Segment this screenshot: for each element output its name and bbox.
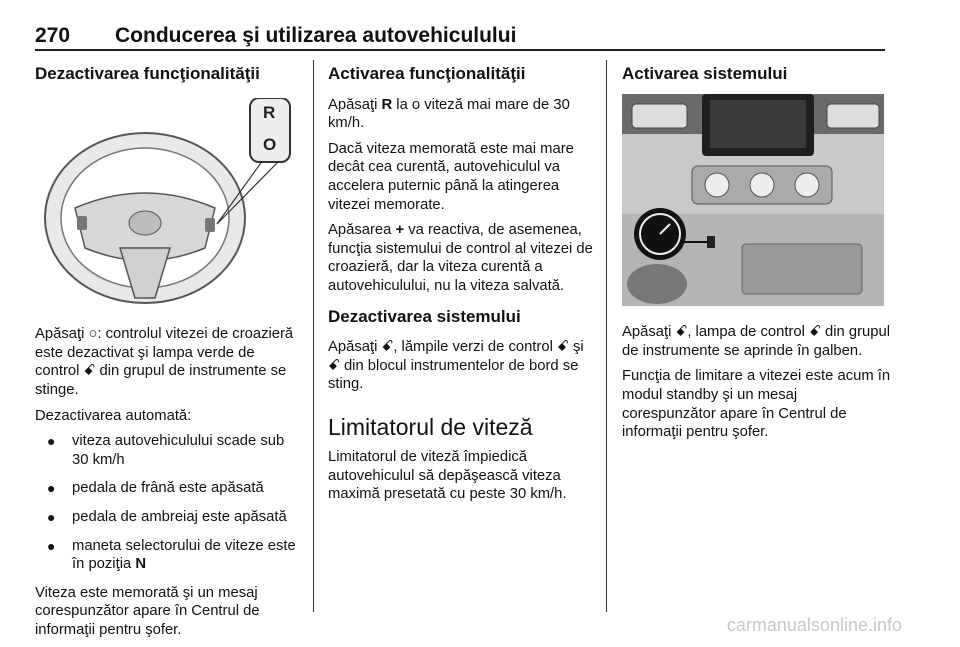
bullet-list bbox=[35, 432, 303, 574]
paragraph: Apăsaţi ○: controlul vitezei de croazieră este dezactivat şi lampa verde de control ꗃ din grupul de instrumente se stinge. bbox=[35, 326, 294, 398]
column-2 bbox=[328, 60, 598, 511]
section-heading: Activarea sistemului bbox=[622, 64, 788, 83]
dashboard-photo bbox=[622, 94, 884, 306]
paragraph: Apăsaţi ꗃ, lampa de control ꗃ din grupul de instrumente se aprinde în galben. bbox=[622, 324, 891, 359]
section-title: Limitatorul de viteză bbox=[328, 413, 533, 440]
list-item: ● pedala de ambreiaj este apăsată bbox=[47, 508, 287, 525]
auto-deactivation-label: Dezactivarea automată: bbox=[35, 407, 192, 424]
paragraph: Dacă viteza memorată este mai mare decât cea curentă, autovehiculul va accelera puternic până la atingerea vitezei memorate. bbox=[328, 140, 574, 213]
cruise-control-icon: ꗃ bbox=[328, 357, 340, 374]
list-item: ● viteza autovehiculului scade sub 30 km/h bbox=[47, 433, 285, 468]
speed-limiter-icon: ꗃ bbox=[675, 324, 688, 341]
column-1 bbox=[35, 60, 303, 647]
section-heading: Dezactivarea sistemului bbox=[328, 306, 521, 326]
header-rule bbox=[35, 49, 885, 51]
list-item: ● maneta selectorului de viteze este în poziţia N bbox=[47, 537, 296, 573]
plus-icon: + bbox=[395, 222, 405, 239]
column-divider bbox=[606, 60, 607, 612]
page-number: 270 bbox=[35, 24, 71, 47]
section-heading: Dezactivarea funcţionalităţii bbox=[35, 64, 260, 83]
speed-limiter-icon: ꗃ bbox=[556, 339, 569, 356]
watermark: carmanualsonline.info bbox=[726, 615, 902, 635]
column-divider bbox=[313, 60, 314, 612]
paragraph: Limitatorul de viteză împiedică autovehiculul să depăşească viteza maximă presetată cu peste 30 km/h. bbox=[328, 448, 567, 503]
speed-limiter-icon: ꗃ bbox=[809, 324, 821, 341]
button-label-r: R bbox=[263, 102, 276, 122]
section-heading: Activarea funcţionalităţii bbox=[328, 64, 526, 83]
off-switch-icon: ○ bbox=[88, 326, 98, 343]
paragraph: Apăsaţi R la o viteză mai mare de 30 km/h. bbox=[328, 96, 570, 132]
page-header bbox=[35, 10, 885, 50]
cruise-control-icon: ꗃ bbox=[381, 339, 394, 356]
list-item: ● pedala de frână este apăsată bbox=[47, 480, 264, 497]
chapter-title: Conducerea şi utilizarea autovehiculului bbox=[115, 24, 517, 47]
cruise-control-icon: ꗃ bbox=[83, 363, 96, 380]
button-label-o: O bbox=[263, 134, 277, 154]
steering-wheel-illustration bbox=[35, 98, 297, 306]
column-3 bbox=[622, 60, 892, 449]
paragraph: Apăsaţi ꗃ, lămpile verzi de control ꗃ şi ꗃ din blocul instrumentelor de bord se sting. bbox=[328, 339, 584, 393]
paragraph: Viteza este memorată şi un mesaj corespunzător apare în Centrul de informaţii pentru şofer. bbox=[35, 584, 260, 638]
paragraph: Apăsarea + va reactiva, de asemenea, funcţia sistemului de control al vitezei de croazieră, dar la viteza curentă a autovehiculului, nu la viteza salvată. bbox=[328, 222, 593, 294]
paragraph: Funcţia de limitare a vitezei este acum în modul standby şi un mesaj corespunzător apare în Centrul de informaţii pentru şofer. bbox=[622, 368, 891, 441]
